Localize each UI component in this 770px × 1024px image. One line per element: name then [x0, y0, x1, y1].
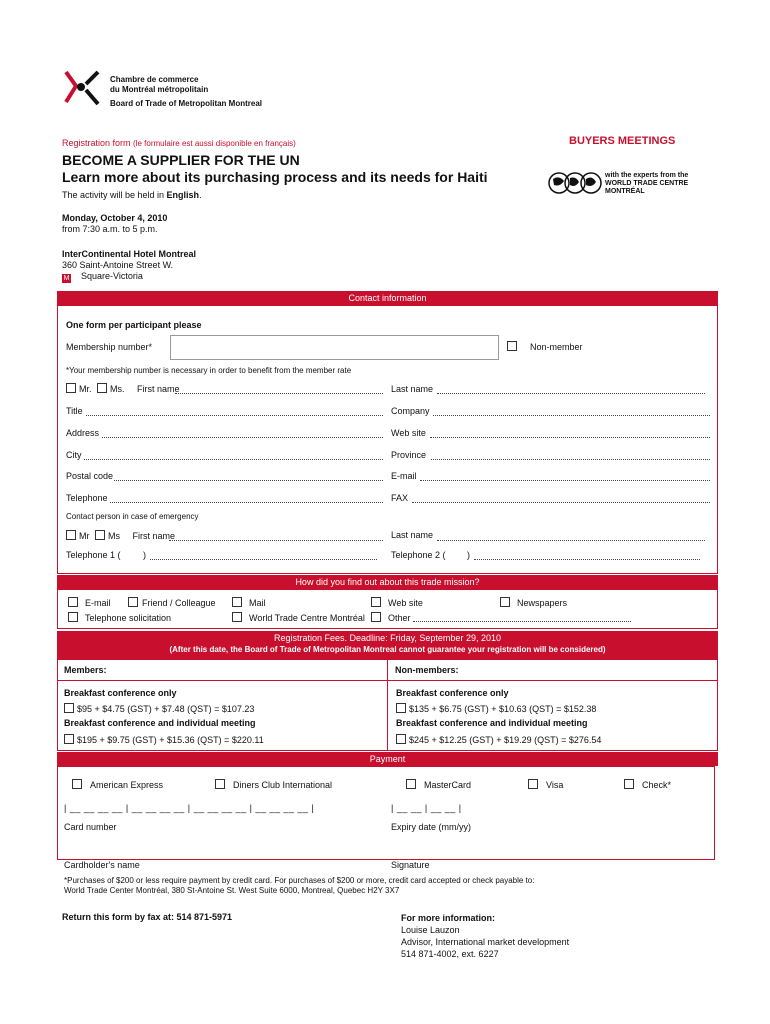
- found-phone-checkbox[interactable]: [68, 612, 78, 622]
- wtc-text: [605, 172, 688, 196]
- event-time: from 7:30 a.m. to 5 p.m.: [62, 224, 158, 234]
- emergency-last-name-label: Last name: [391, 530, 434, 540]
- found-email-checkbox[interactable]: [68, 597, 78, 607]
- found-mail-checkbox[interactable]: [232, 597, 242, 607]
- payment-note-2: World Trade Center Montréal, 380 St-Antoine St. West Suite 6000, Montreal, Quebec H2Y 3X7: [64, 886, 400, 895]
- pay-check-option[interactable]: [624, 779, 671, 790]
- language: English: [166, 190, 200, 200]
- address-label: Address: [66, 428, 100, 438]
- emergency-label: Contact person in case of emergency: [66, 512, 199, 521]
- fax-label: FAX: [391, 493, 409, 503]
- fax-field[interactable]: [412, 502, 710, 503]
- event-datetime: [62, 213, 167, 235]
- card-number-field[interactable]: | __ __ __ __ | __ __ __ __ | __ __ __ __ | __ __ __ __ |: [64, 803, 315, 813]
- metro-icon: M: [63, 275, 70, 282]
- emergency-mr-label: Mr: [79, 531, 90, 541]
- telephone1-paren: ): [143, 550, 146, 560]
- first-name-field[interactable]: [175, 393, 383, 394]
- members-meeting-checkbox[interactable]: [64, 734, 74, 744]
- found-wtc-checkbox[interactable]: [232, 612, 242, 622]
- city-label: City: [66, 450, 82, 460]
- expiry-field[interactable]: | __ __ | __ __ |: [391, 803, 462, 813]
- found-wtc-option[interactable]: [232, 612, 365, 623]
- payment-bar: Payment: [57, 752, 718, 766]
- wtc-text-1: with the experts from the: [605, 172, 689, 179]
- org-name-fr-2: du Montréal métropolitain: [110, 85, 209, 94]
- return-fax: Return this form by fax at: 514 871-5971: [62, 912, 233, 922]
- pay-check-label: Check*: [642, 780, 672, 790]
- found-out-box: [57, 589, 718, 629]
- postal-code-field[interactable]: [114, 480, 383, 481]
- last-name-label: Last name: [391, 384, 434, 394]
- membership-label: Membership number*: [66, 342, 153, 352]
- more-info-heading: For more information:: [401, 913, 495, 923]
- payment-note: [64, 876, 534, 896]
- found-email-label: E-mail: [85, 598, 111, 608]
- more-info: [401, 912, 569, 960]
- members-breakfast-option[interactable]: [64, 703, 254, 714]
- registration-form-label: [62, 138, 296, 148]
- pay-mastercard-checkbox[interactable]: [406, 779, 416, 789]
- province-field[interactable]: [431, 459, 710, 460]
- wtc-text-3: MONTRÉAL: [605, 188, 645, 195]
- pay-diners-option[interactable]: [215, 779, 332, 790]
- cardholder-label: Cardholder's name: [64, 860, 140, 870]
- salutation-row: [66, 383, 180, 394]
- card-number-label: Card number: [64, 822, 117, 832]
- found-other-option[interactable]: [371, 612, 411, 623]
- metro-name: Square-Victoria: [81, 271, 143, 281]
- pay-amex-option[interactable]: [72, 779, 163, 790]
- emergency-salutation-row: [66, 530, 175, 541]
- reg-form-text: Registration form: [62, 138, 131, 148]
- fees-header-divider: [57, 680, 717, 681]
- last-name-field[interactable]: [437, 393, 705, 394]
- venue-name: InterContinental Hotel Montreal: [62, 249, 197, 259]
- nonmembers-breakfast-price: $135 + $6.75 (GST) + $10.63 (QST) = $152.38: [409, 704, 597, 714]
- website-field[interactable]: [430, 437, 710, 438]
- ms-checkbox[interactable]: [97, 383, 107, 393]
- fees-divider: [387, 659, 388, 750]
- email-field[interactable]: [420, 480, 710, 481]
- org-logo: [60, 68, 104, 110]
- pay-visa-label: Visa: [546, 780, 564, 790]
- pay-amex-checkbox[interactable]: [72, 779, 82, 789]
- non-member-option[interactable]: [507, 341, 583, 352]
- venue-street: 360 Saint-Antoine Street W.: [62, 260, 174, 270]
- pay-diners-label: Diners Club International: [233, 780, 333, 790]
- one-form-note: One form per participant please: [66, 320, 202, 330]
- fees-title: Registration Fees. Deadline: Friday, September 29, 2010: [274, 633, 501, 643]
- province-label: Province: [391, 450, 427, 460]
- found-friend-checkbox[interactable]: [128, 597, 138, 607]
- telephone-field[interactable]: [110, 502, 383, 503]
- nonmembers-meeting-option[interactable]: [396, 734, 601, 745]
- emergency-first-name-field[interactable]: [169, 540, 383, 541]
- email-label: E-mail: [391, 471, 417, 481]
- org-name-fr-1: Chambre de commerce: [110, 75, 199, 84]
- venue-metro: [62, 271, 196, 283]
- pay-visa-checkbox[interactable]: [528, 779, 538, 789]
- found-friend-label: Friend / Colleague: [142, 598, 216, 608]
- pay-diners-checkbox[interactable]: [215, 779, 225, 789]
- website-label: Web site: [391, 428, 426, 438]
- non-member-label: Non-member: [530, 342, 583, 352]
- page-subtitle: Learn more about its purchasing process and its needs for Haiti: [62, 169, 488, 185]
- company-label: Company: [391, 406, 430, 416]
- found-mail-label: Mail: [249, 598, 266, 608]
- found-other-checkbox[interactable]: [371, 612, 381, 622]
- found-newspapers-option[interactable]: [500, 597, 567, 608]
- found-out-bar: How did you find out about this trade mission?: [57, 575, 718, 589]
- membership-note: *Your membership number is necessary in order to benefit from the member rate: [66, 366, 352, 375]
- telephone-label: Telephone: [66, 493, 108, 503]
- contact-phone: 514 871-4002, ext. 6227: [401, 949, 499, 959]
- wtc-text-2: WORLD TRADE CENTRE: [605, 180, 689, 187]
- telephone1-field[interactable]: [150, 559, 377, 560]
- telephone2-field[interactable]: [474, 559, 700, 560]
- found-phone-label: Telephone solicitation: [85, 613, 172, 623]
- reg-form-fr-text: (le formulaire est aussi disponible en français): [133, 139, 296, 148]
- company-field[interactable]: [433, 415, 710, 416]
- members-meeting-option[interactable]: [64, 734, 264, 745]
- pay-check-checkbox[interactable]: [624, 779, 634, 789]
- payment-note-1: *Purchases of $200 or less require payment by credit card. For purchases of $200 or more, credit card accepted or check payable to:: [64, 876, 535, 885]
- pay-visa-option[interactable]: [528, 779, 563, 790]
- nonmembers-meeting-checkbox[interactable]: [396, 734, 406, 744]
- emergency-ms-checkbox[interactable]: [95, 530, 105, 540]
- mr-label: Mr.: [79, 384, 92, 394]
- found-website-checkbox[interactable]: [371, 597, 381, 607]
- found-friend-option[interactable]: [128, 597, 216, 608]
- members-breakfast-checkbox[interactable]: [64, 703, 74, 713]
- emergency-last-name-field[interactable]: [437, 540, 705, 541]
- telephone2-paren: ): [467, 550, 470, 560]
- members-breakfast-price: $95 + $4.75 (GST) + $7.48 (QST) = $107.23: [77, 704, 255, 714]
- found-website-label: Web site: [388, 598, 423, 608]
- found-other-field[interactable]: [413, 621, 631, 622]
- pay-mastercard-label: MasterCard: [424, 780, 472, 790]
- city-field[interactable]: [84, 459, 383, 460]
- event-date: Monday, October 4, 2010: [62, 213, 168, 223]
- nonmembers-breakfast-option[interactable]: [396, 703, 596, 714]
- fees-bar: [57, 631, 718, 659]
- org-name: [110, 75, 262, 109]
- fees-subtitle: (After this date, the Board of Trade of Metropolitan Montreal cannot guarantee your registration will be considered): [169, 645, 606, 654]
- nonmembers-meeting-price: $245 + $12.25 (GST) + $19.29 (QST) = $276.54: [409, 735, 602, 745]
- signature-label: Signature: [391, 860, 430, 870]
- found-phone-option[interactable]: [68, 612, 171, 623]
- found-mail-option[interactable]: [232, 597, 266, 608]
- pay-mastercard-option[interactable]: [406, 779, 471, 790]
- members-heading: Members:: [64, 665, 107, 675]
- page-title: BECOME A SUPPLIER FOR THE UN: [62, 152, 300, 168]
- emergency-mr-checkbox[interactable]: [66, 530, 76, 540]
- title-label: Title: [66, 406, 83, 416]
- contact-person: Louise Lauzon: [401, 925, 460, 935]
- first-name-label: First name: [137, 384, 180, 394]
- expiry-label: Expiry date (mm/yy): [391, 822, 472, 832]
- telephone2-label: Telephone 2 (: [391, 550, 446, 560]
- language-note: [62, 190, 202, 200]
- found-email-option[interactable]: [68, 597, 111, 608]
- found-website-option[interactable]: [371, 597, 423, 608]
- postal-code-label: Postal code: [66, 471, 114, 481]
- members-meeting-price: $195 + $9.75 (GST) + $15.36 (QST) = $220.11: [77, 735, 264, 745]
- nonmembers-breakfast-heading: Breakfast conference only: [396, 688, 509, 698]
- found-newspapers-checkbox[interactable]: [500, 597, 510, 607]
- emergency-ms-label: Ms: [108, 531, 121, 541]
- address-field[interactable]: [102, 437, 383, 438]
- event-venue: [62, 249, 196, 283]
- wtc-logo: [548, 170, 602, 196]
- contact-info-bar: Contact information: [57, 291, 718, 305]
- membership-number-field[interactable]: [170, 335, 499, 360]
- nonmembers-meeting-heading: Breakfast conference and individual meeting: [396, 718, 588, 728]
- members-meeting-heading: Breakfast conference and individual meeting: [64, 718, 256, 728]
- non-member-checkbox[interactable]: [507, 341, 517, 351]
- org-name-en: Board of Trade of Metropolitan Montreal: [110, 99, 263, 108]
- telephone1-label: Telephone 1 (: [66, 550, 121, 560]
- emergency-first-name-label: First name: [132, 531, 176, 541]
- language-suffix: .: [199, 190, 202, 200]
- nonmembers-heading: Non-members:: [395, 665, 459, 675]
- nonmembers-breakfast-checkbox[interactable]: [396, 703, 406, 713]
- found-other-label: Other: [388, 613, 411, 623]
- found-newspapers-label: Newspapers: [517, 598, 568, 608]
- title-field[interactable]: [86, 415, 383, 416]
- contact-role: Advisor, International market development: [401, 937, 570, 947]
- mr-checkbox[interactable]: [66, 383, 76, 393]
- pay-amex-label: American Express: [90, 780, 164, 790]
- language-prefix: The activity will be held in: [62, 190, 167, 200]
- members-breakfast-heading: Breakfast conference only: [64, 688, 177, 698]
- buyers-meetings-title: BUYERS MEETINGS: [569, 135, 676, 147]
- found-wtc-label: World Trade Centre Montréal: [249, 613, 365, 623]
- ms-label: Ms.: [110, 384, 125, 394]
